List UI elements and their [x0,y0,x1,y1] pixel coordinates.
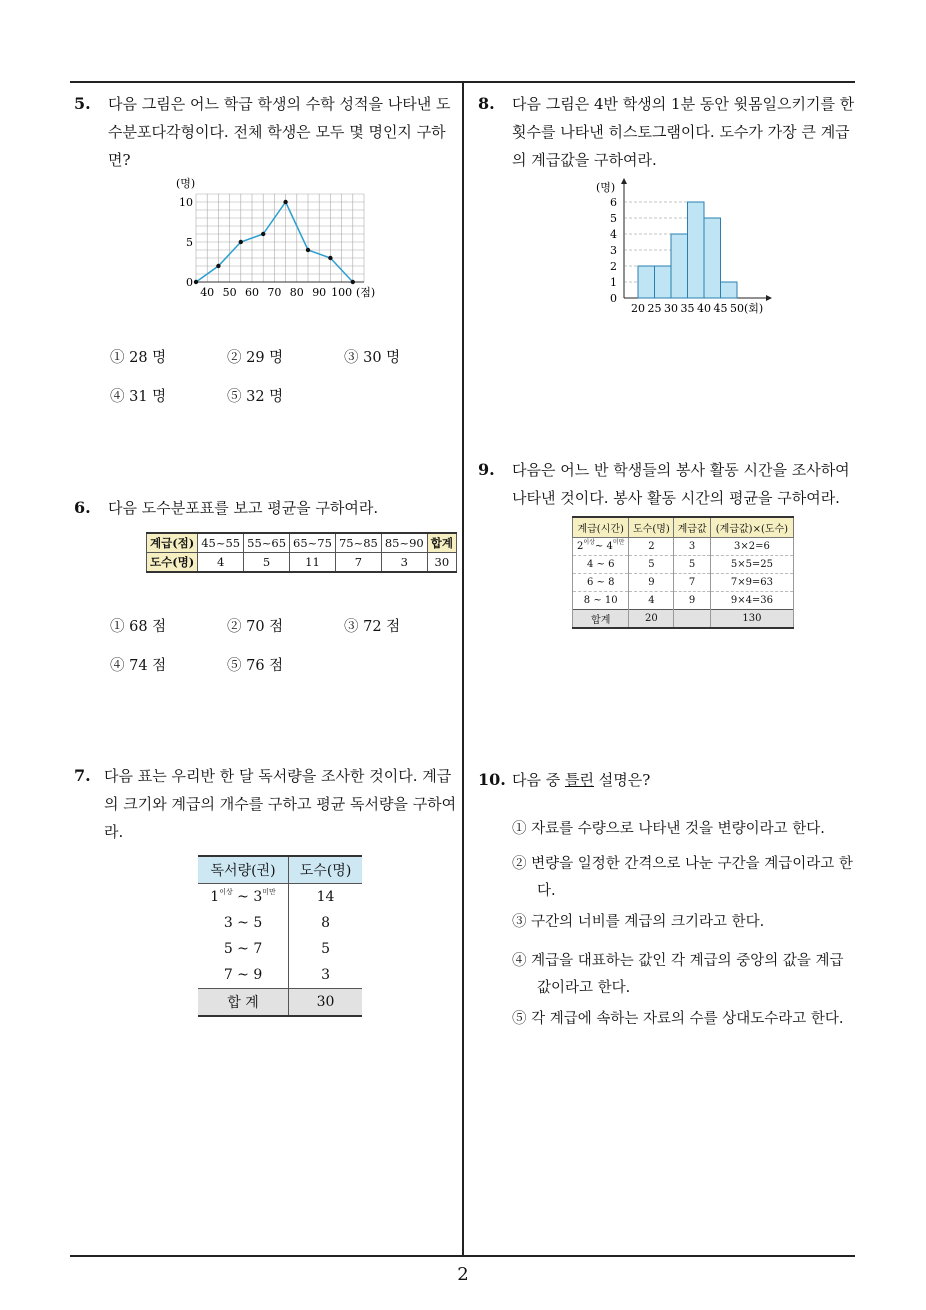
table-cell: 6 ~ 8 [573,574,629,592]
x-tick-label: 35 [680,302,695,315]
y-tick-label: 1 [610,276,617,289]
table-cell: 3 [381,553,427,573]
x-tick-label: 70 [267,286,282,299]
question-7 [74,762,459,846]
table-row [198,856,362,884]
x-tick-label: 30 [664,302,678,315]
x-axis-label: (회) [744,302,764,315]
y-tick-label: 10 [179,196,193,209]
table-row [198,884,362,911]
table-row [147,533,457,553]
data-point [328,256,332,260]
frequency-table-q6 [146,532,457,573]
table-cell: 7 ~ 9 [198,962,289,989]
table-cell: 3 [321,967,330,983]
table-cell: 11 [290,553,336,573]
data-point [194,280,198,284]
table-cell: 5 [244,553,290,573]
table-cell: 3 ~ 5 [198,910,289,936]
table-row [198,936,362,962]
service-table-q9 [572,516,794,629]
y-tick-label: 5 [610,212,617,225]
question-8 [478,90,860,174]
table-cell: 20 [629,610,674,629]
table-cell: 3×2=6 [710,538,793,556]
x-tick-label: 80 [289,286,304,299]
q10-choices [512,816,857,1033]
y-axis-label: (명) [176,177,196,190]
x-tick-label: 45 [713,302,728,315]
table-cell: $1^{이상}$ ~ $3^{미만}$ [198,884,289,911]
table-cell: 8 [321,915,330,931]
question-number: 9. [478,460,495,479]
x-tick-label: 20 [631,302,645,315]
table-cell: 30 [427,553,456,573]
table-cell: 9 [674,592,711,610]
table-cell: 45~55 [198,533,244,553]
table-cell: 4 [198,553,244,573]
question-number: 5. [74,94,91,113]
y-tick-label: 5 [186,236,193,249]
y-tick-label: 6 [610,196,617,209]
choice-3[interactable]: ③ 30 명 [344,350,401,366]
table-cell: 합계 [573,610,629,629]
page-number: 2 [457,1264,469,1285]
table-cell: 5 [629,556,674,574]
question-number: 6. [74,498,91,517]
y-tick-label: 4 [610,228,617,241]
table-row [573,517,794,538]
question-text: 다음 표는 우리반 한 달 독서량을 조사한 것이다. 계급의 크기와 계급의 개수를 구하고 평균 독서량을 구하여라. [104,767,457,841]
histogram-chart [596,176,776,316]
question-number: 10. [478,770,506,789]
table-row [198,910,362,936]
question-text: 다음은 어느 반 학생들의 봉사 활동 시간을 조사하여 나타낸 것이다. 봉사 활동 시간의 평균을 구하여라. [512,461,850,507]
table-cell: 8 ~ 10 [573,592,629,610]
table-cell: 5 [674,556,711,574]
question-10 [478,766,860,794]
table-cell: 7 [674,574,711,592]
table-cell: 2 [629,538,674,556]
choice-5[interactable]: ⑤ 각 계급에 속하는 자료의 수를 상대도수라고 한다. [512,1011,844,1027]
question-6 [74,494,459,522]
table-header-cell: 도수(명) [147,553,198,573]
table-row [573,538,794,556]
x-tick-label: 50 [222,286,237,299]
choice-2[interactable]: ② 70 점 [227,619,284,635]
column-divider [462,81,464,1256]
y-tick-label: 2 [610,260,617,273]
choice-4[interactable]: ④ 계급을 대표하는 값인 각 계급의 중앙의 값을 계급값이라고 한다. [512,953,844,996]
data-point [283,200,287,204]
table-cell: 4 [629,592,674,610]
table-cell: 5 ~ 7 [198,936,289,962]
table-cell [674,610,711,629]
question-text: 다음 도수분포표를 보고 평균을 구하여라. [108,499,379,517]
choice-1[interactable]: ① 28 명 [110,350,167,366]
table-cell: 9×4=36 [710,592,793,610]
table-cell: 85~90 [381,533,427,553]
x-tick-label: 60 [245,286,259,299]
y-tick-label: 0 [186,276,193,289]
table-cell: 7 [335,553,381,573]
y-tick-label: 0 [610,292,617,305]
histogram-bar [638,266,655,298]
choice-3[interactable]: ③ 72 점 [344,619,401,635]
table-cell: 4 ~ 6 [573,556,629,574]
data-point [216,264,220,268]
frequency-polygon-chart [168,172,398,302]
histogram-bar [655,266,672,298]
question-number: 8. [478,94,495,113]
table-row [573,592,794,610]
y-axis-arrow [621,178,627,184]
table-cell: 14 [316,889,335,905]
choice-4[interactable]: ④ 74 점 [110,658,167,674]
question-text: 다음 그림은 4반 학생의 1분 동안 윗몸일으키기를 한 횟수를 나타낸 히스토그램이다. 도수가 가장 큰 계급의 계급값을 구하여라. [512,95,855,169]
x-tick-label: 40 [200,286,215,299]
table-cell: 7×9=63 [710,574,793,592]
table-row [198,989,362,1017]
table-row [573,610,794,629]
reading-table-q7 [198,855,362,1017]
table-cell: 합계 [427,533,456,553]
table-header-cell: 도수(명) [629,517,674,538]
table-cell: 5 [321,941,330,957]
x-tick-label: 100 [331,286,353,299]
table-header-cell: (계급값)×(도수) [710,517,793,538]
table-cell: 55~65 [244,533,290,553]
table-row [198,962,362,989]
histogram-bar [704,218,721,298]
x-tick-label: 25 [647,302,662,315]
table-cell: $2^{이상}\sim$ $4^{미만}$ [573,538,629,556]
histogram-bar [688,202,705,298]
table-cell: 3 [674,538,711,556]
choice-4[interactable]: ④ 31 명 [110,389,167,405]
table-cell: 9 [629,574,674,592]
underlined-word: 틀린 [565,771,594,789]
data-point [261,232,265,236]
data-point [306,248,310,252]
table-row [573,574,794,592]
choice-3[interactable]: ③ 구간의 너비를 계급의 크기라고 한다. [512,914,765,930]
choice-1[interactable]: ① 68 점 [110,619,167,635]
bottom-rule [70,1255,855,1257]
table-header-cell: 계급(점) [147,533,198,553]
choice-5[interactable]: ⑤ 32 명 [227,389,284,405]
x-axis-label: (점) [356,286,376,299]
question-9 [478,456,860,512]
y-tick-label: 3 [610,244,617,257]
choice-1[interactable]: ① 자료를 수량으로 나타낸 것을 변량이라고 한다. [512,821,825,837]
data-point [351,280,355,284]
data-point [239,240,243,244]
choice-2[interactable]: ② 29 명 [227,350,284,366]
x-axis-arrow [766,295,772,301]
table-header-cell: 계급(시간) [573,517,629,538]
question-5 [74,90,459,174]
choice-5[interactable]: ⑤ 76 점 [227,658,284,674]
question-text: 다음 중 틀린 설명은? [512,771,651,789]
table-cell: 65~75 [290,533,336,553]
table-header-cell: 독서량(권) [198,856,289,884]
question-text: 다음 그림은 어느 학급 학생의 수학 성적을 나타낸 도수분포다각형이다. 전체 학생은 모두 몇 명인지 구하면? [108,95,451,169]
choice-2[interactable]: ② 변량을 일정한 간격으로 나눈 구간을 계급이라고 한다. [512,856,853,899]
table-header-cell: 계급값 [674,517,711,538]
table-cell: 130 [710,610,793,629]
table-row [147,553,457,573]
table-cell: 합 계 [198,989,289,1017]
table-cell: 30 [289,989,362,1017]
table-header-cell: 도수(명) [289,856,362,884]
table-cell: 75~85 [335,533,381,553]
histogram-bar [721,282,738,298]
table-cell: 5×5=25 [710,556,793,574]
table-row [573,556,794,574]
histogram-bar [671,234,688,298]
x-tick-label: 40 [697,302,711,315]
question-number: 7. [74,766,91,785]
y-axis-label: (명) [596,181,616,194]
x-tick-label: 90 [312,286,327,299]
x-tick-label: 50 [730,302,744,315]
